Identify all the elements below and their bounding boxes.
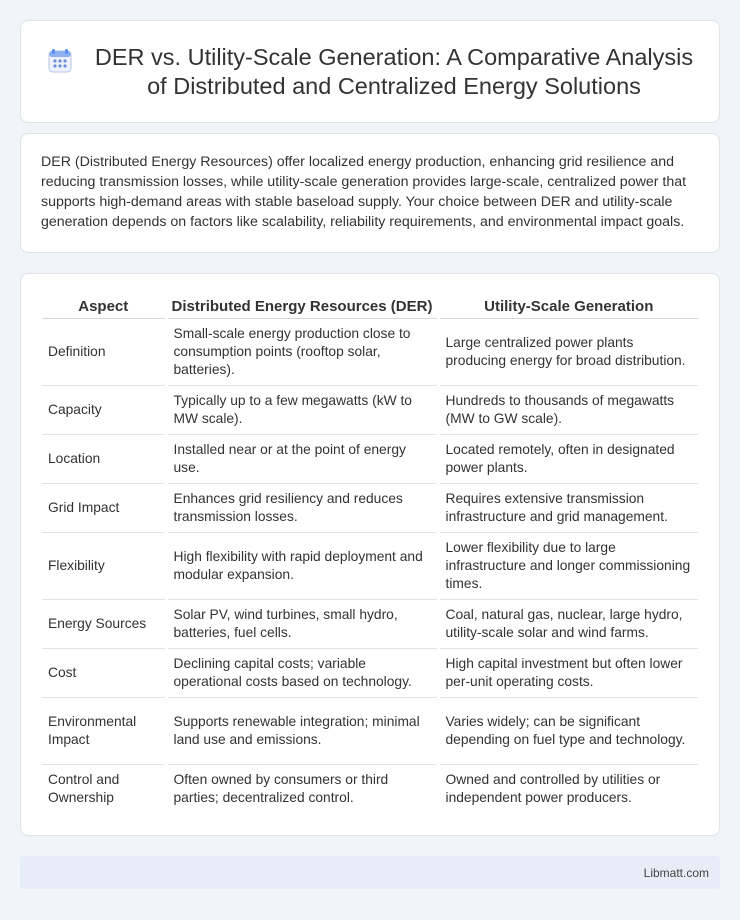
aspect-cell: Environmental Impact — [42, 698, 166, 765]
comparison-table — [42, 294, 698, 814]
der-cell: High flexibility with rapid deployment and modular expansion. — [166, 533, 438, 600]
aspect-cell: Capacity — [42, 386, 166, 435]
utility-cell: Owned and controlled by utilities or independent power producers. — [438, 765, 698, 814]
der-cell: Installed near or at the point of energy use. — [166, 435, 438, 484]
table-row — [42, 435, 698, 484]
aspect-cell: Energy Sources — [42, 600, 166, 649]
header-card — [20, 20, 720, 123]
aspect-cell: Grid Impact — [42, 484, 166, 533]
table-row — [42, 386, 698, 435]
page-title — [95, 43, 693, 101]
header-der: Distributed Energy Resources (DER) — [166, 294, 438, 319]
header-utility: Utility-Scale Generation — [438, 294, 698, 319]
footer-bar — [20, 856, 720, 889]
title-line-2: of Distributed and Centralized Energy Solutions — [147, 72, 641, 99]
header-aspect: Aspect — [42, 294, 166, 319]
table-row — [42, 533, 698, 600]
der-cell: Solar PV, wind turbines, small hydro, batteries, fuel cells. — [166, 600, 438, 649]
der-cell: Enhances grid resiliency and reduces transmission losses. — [166, 484, 438, 533]
table-row — [42, 600, 698, 649]
utility-cell: Lower flexibility due to large infrastructure and longer commissioning times. — [438, 533, 698, 600]
intro-paragraph: DER (Distributed Energy Resources) offer localized energy production, enhancing grid resilience and reducing transmission losses, while utility-scale generation provides large-scale, centralized power that supports high-demand areas with stable baseload supply. Your choice between DER and utility-scale generation depends on factors like scalability, reliability requirements, and environmental impact goals. — [41, 154, 687, 230]
table-header-row — [42, 294, 698, 319]
utility-cell: Hundreds to thousands of megawatts (MW to GW scale). — [438, 386, 698, 435]
intro-card — [20, 133, 720, 253]
utility-cell: Coal, natural gas, nuclear, large hydro, utility-scale solar and wind farms. — [438, 600, 698, 649]
der-cell: Often owned by consumers or third parties; decentralized control. — [166, 765, 438, 814]
table-row — [42, 319, 698, 386]
calendar-grid-icon — [47, 48, 73, 74]
utility-cell: High capital investment but often lower per-unit operating costs. — [438, 649, 698, 698]
der-cell: Small-scale energy production close to consumption points (rooftop solar, batteries). — [166, 319, 438, 386]
utility-cell: Large centralized power plants producing energy for broad distribution. — [438, 319, 698, 386]
table-row — [42, 484, 698, 533]
table-row — [42, 698, 698, 765]
utility-cell: Requires extensive transmission infrastructure and grid management. — [438, 484, 698, 533]
table-row — [42, 765, 698, 814]
der-cell: Declining capital costs; variable operational costs based on technology. — [166, 649, 438, 698]
der-cell: Typically up to a few megawatts (kW to MW scale). — [166, 386, 438, 435]
utility-cell: Varies widely; can be significant depending on fuel type and technology. — [438, 698, 698, 765]
aspect-cell: Definition — [42, 319, 166, 386]
utility-cell: Located remotely, often in designated power plants. — [438, 435, 698, 484]
aspect-cell: Flexibility — [42, 533, 166, 600]
footer-site-link[interactable]: Libmatt.com — [643, 865, 709, 880]
comparison-table-card — [20, 273, 720, 836]
title-line-1: DER vs. Utility-Scale Generation: A Comparative Analysis — [94, 43, 694, 70]
der-cell: Supports renewable integration; minimal land use and emissions. — [166, 698, 438, 765]
aspect-cell: Location — [42, 435, 166, 484]
aspect-cell: Cost — [42, 649, 166, 698]
table-row — [42, 649, 698, 698]
aspect-cell: Control and Ownership — [48, 772, 120, 806]
